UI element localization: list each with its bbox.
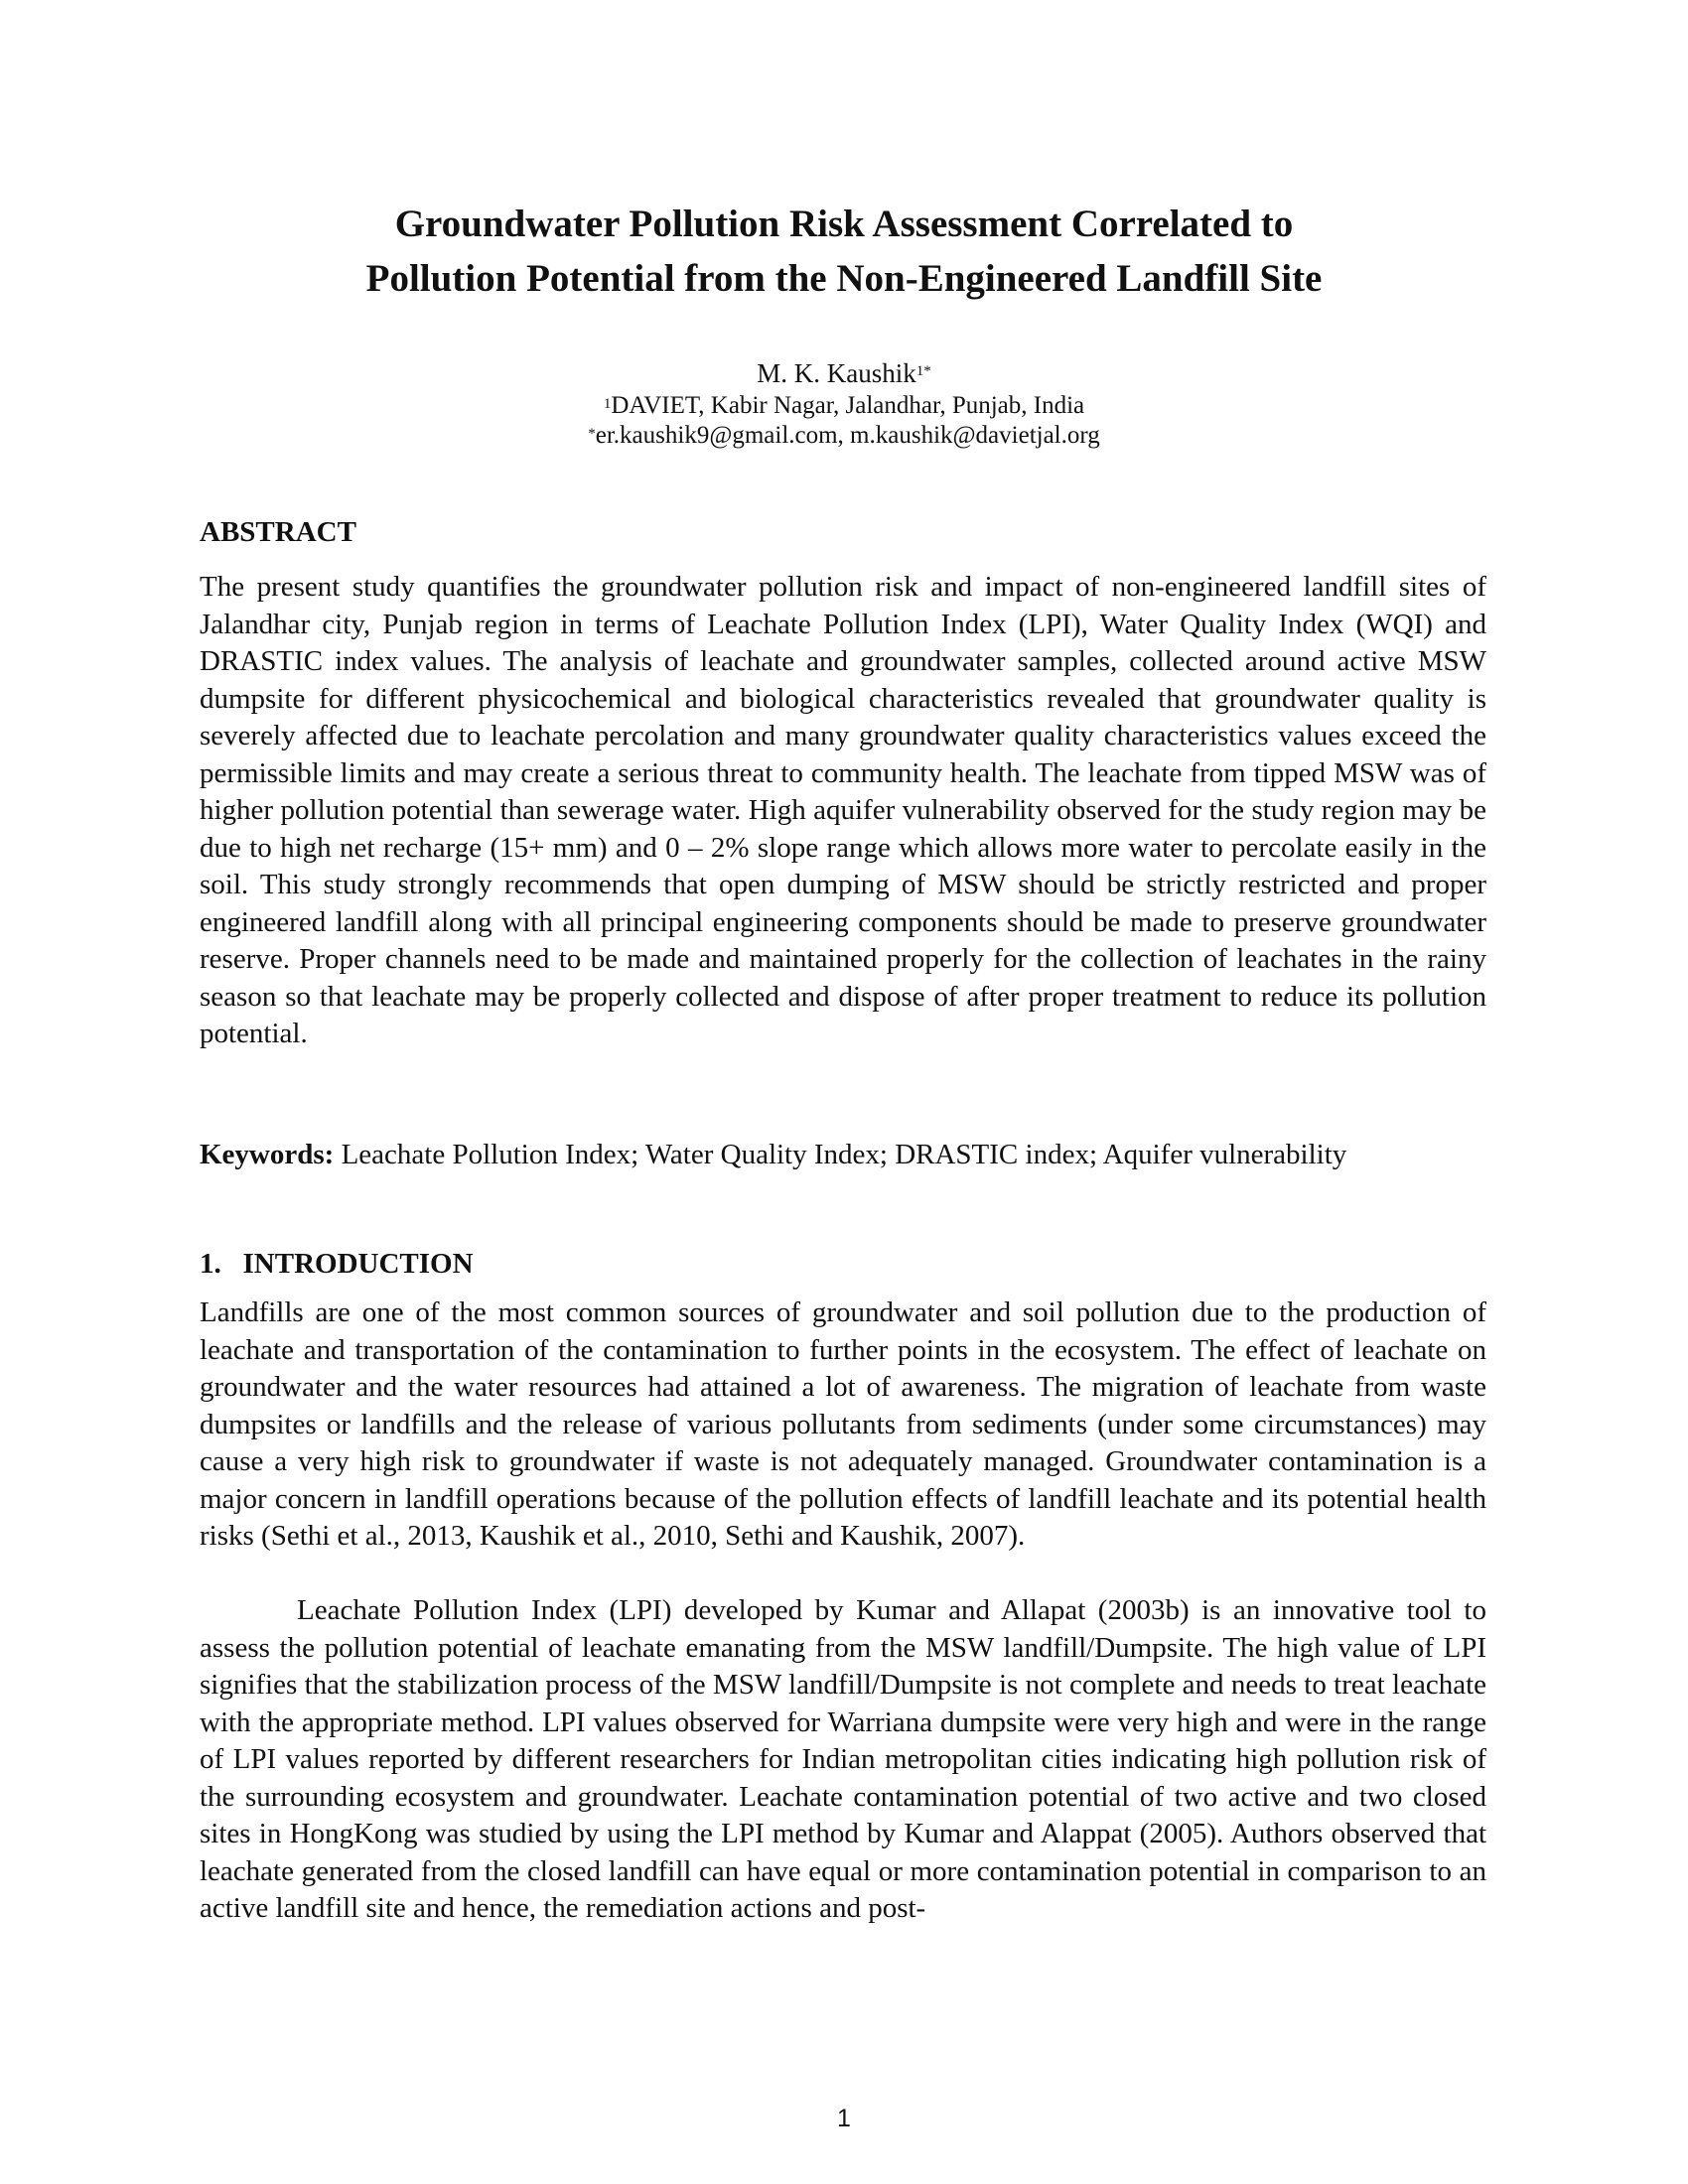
keywords-text: Leachate Pollution Index; Water Quality Index; DRASTIC index; Aquifer vulnerability — [341, 1139, 1347, 1170]
author-block — [149, 355, 1539, 451]
title-line-2: Pollution Potential from the Non-Engineered Landfill Site — [365, 257, 1323, 300]
introduction-paragraph-1: Landfills are one of the most common sources of groundwater and soil pollution due to the production of leachate and transportation of the contamination to further points in the ecosystem. The effect of leachate on groundwater and the water resources had attained a lot of awareness. The migration of leachate from waste dumpsites or landfills and the release of various pollutants from sediments (under some circumstances) may cause a very high risk to groundwater if waste is not adequately managed. Groundwater contamination is a major concern in landfill operations because of the pollution effects of landfill leachate and its potential health risks (Sethi et al., 2013, Kaushik et al., 2010, Sethi and Kaushik, 2007). — [200, 1297, 1486, 1552]
abstract-heading: ABSTRACT — [200, 516, 356, 548]
email-superscript: * — [588, 426, 596, 442]
author-name: M. K. Kaushik — [757, 358, 916, 388]
page-number: 1 — [837, 2105, 851, 2132]
paper-title — [149, 197, 1539, 306]
abstract-text: The present study quantifies the groundwater pollution risk and impact of non-engineered landfill sites of Jalandhar city, Punjab region in terms of Leachate Pollution Index (LPI), Water Quality Index (WQI) and DRASTIC index values. The analysis of leachate and groundwater samples, collected around active MSW dumpsite for different physicochemical and biological characteristics revealed that groundwater quality is severely affected due to leachate percolation and many groundwater quality characteristics values exceed the permissible limits and may create a serious threat to community health. The leachate from tipped MSW was of higher pollution potential than sewerage water. High aquifer vulnerability observed for the study region may be due to high net recharge (15+ mm) and 0 – 2% slope range which allows more water to percolate easily in the soil. This study strongly recommends that open dumping of MSW should be strictly restricted and proper engineered landfill along with all principal engineering components should be made to preserve groundwater reserve. Proper channels need to be made and maintained properly for the collection of leachates in the rainy season so that leachate may be properly collected and dispose of after proper treatment to reduce its pollution potential. — [200, 571, 1486, 1049]
keywords-label: Keywords: — [200, 1139, 335, 1170]
author-name-line — [149, 355, 1539, 391]
author-affiliation-line — [149, 391, 1539, 421]
author-email-line — [149, 421, 1539, 451]
author-name-superscript: 1* — [915, 363, 931, 379]
title-line-1: Groundwater Pollution Risk Assessment Correlated to — [394, 203, 1294, 245]
author-affiliation: DAVIET, Kabir Nagar, Jalandhar, Punjab, India — [611, 392, 1085, 419]
affiliation-superscript: 1 — [603, 396, 612, 412]
introduction-paragraph-2: Leachate Pollution Index (LPI) developed by Kumar and Allapat (2003b) is an innovative tool to assess the pollution potential of leachate emanating from the MSW landfill/Dumpsite. The high value of LPI signifies that the stabilization process of the MSW landfill/Dumpsite is not complete and needs to treat leachate with the appropriate method. LPI values observed for Warriana dumpsite were very high and were in the range of LPI values reported by different researchers for Indian metropolitan cities indicating high pollution risk of the surrounding ecosystem and groundwater. Leachate contamination potential of two active and two closed sites in HongKong was studied by using the LPI method by Kumar and Alappat (2005). Authors observed that leachate generated from the closed landfill can have equal or more contamination potential in comparison to an active landfill site and hence, the remediation actions and post- — [200, 1594, 1486, 1924]
keywords-block — [200, 1137, 1486, 1174]
author-emails: er.kaushik9@gmail.com, m.kaushik@davietjal.org — [595, 422, 1100, 449]
introduction-heading: 1. INTRODUCTION — [200, 1248, 474, 1280]
